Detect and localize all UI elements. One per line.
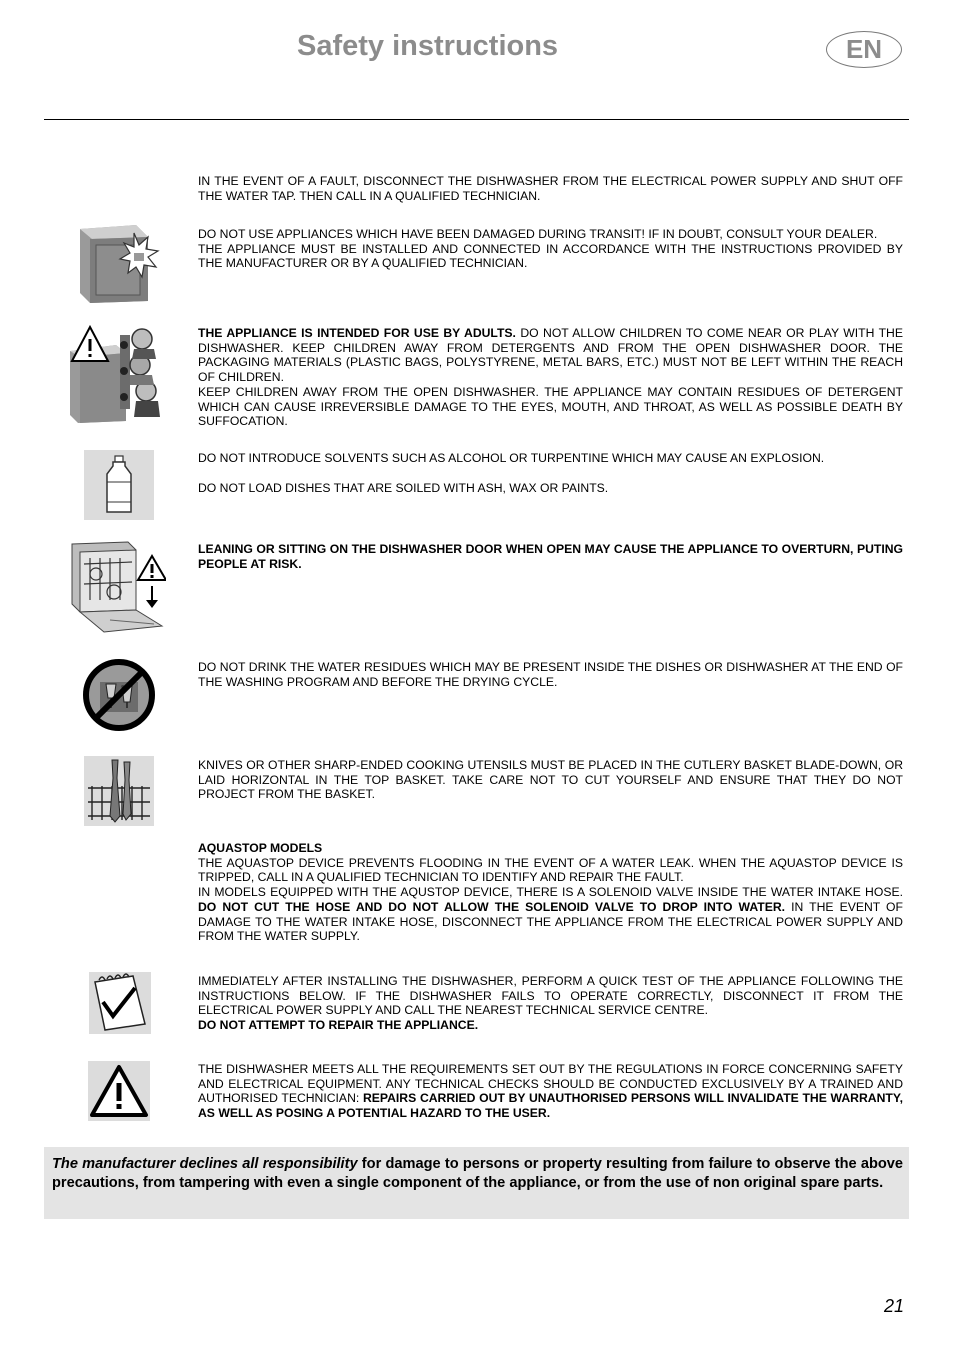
damaged-appliance-icon [76, 223, 162, 305]
knives-basket-icon [84, 756, 154, 826]
no-drinking-icon [82, 658, 156, 732]
soiled-dishes-instruction [198, 481, 903, 496]
aquastop-bold-text: DO NOT CUT THE HOSE AND DO NOT ALLOW THE SOLENOID VALVE TO DROP INTO WATER. [198, 899, 786, 914]
aquastop-text-1: THE AQUASTOP DEVICE PREVENTS FLOODING IN THE EVENT OF A WATER LEAK. WHEN THE AQUASTOP DEVICE IS TRIPPED, CALL IN A QUALIFIED TECHNICIAN TO IDENTIFY AND REPAIR THE FAULT. [198, 855, 903, 885]
transit-instruction [198, 227, 903, 271]
notice-text: for damage to persons or property resulting from failure to observe the above precautions, from tampering with even a single component of the appliance, or from the use of non original spare parts. [52, 1156, 904, 1191]
door-instruction [198, 542, 903, 571]
test-text: IMMEDIATELY AFTER INSTALLING THE DISHWASHER, PERFORM A QUICK TEST OF THE APPLIANCE FOLLOWING THE INSTRUCTIONS BELOW. IF THE DISHWASHER FAILS TO OPERATE CORRECTLY, DISCONNECT IT FROM THE ELECTRICAL POWER SUPPLY AND CALL THE NEAREST TECHNICAL SERVICE CENTRE. [198, 974, 903, 1018]
transit-text-2: THE APPLIANCE MUST BE INSTALLED AND CONNECTED IN ACCORDANCE WITH THE INSTRUCTIONS PROVIDED BY THE MANUFACTURER OR BY A QUALIFIED TECHNICIAN. [198, 241, 903, 271]
open-door-warning-icon [70, 540, 166, 636]
knives-text: KNIVES OR OTHER SHARP-ENDED COOKING UTENSILS MUST BE PLACED IN THE CUTLERY BASKET BLADE-DOWN, OR LAID HORIZONTAL IN THE TOP BASKET. TAKE CARE NOT TO CUT YOURSELF AND ENSURE THAT THEY DO NOT PROJECT FROM THE BASKET. [198, 758, 903, 802]
fault-text: IN THE EVENT OF A FAULT, DISCONNECT THE DISHWASHER FROM THE ELECTRICAL POWER SUPPLY AND SHUT OFF THE WATER TAP. THEN CALL IN A QUALIFIED TECHNICIAN. [198, 174, 903, 203]
test-instruction [198, 974, 903, 1033]
water-instruction [198, 660, 903, 689]
checklist-icon [89, 972, 151, 1034]
test-bold-text: DO NOT ATTEMPT TO REPAIR THE APPLIANCE. [198, 1018, 479, 1033]
fault-instruction [198, 174, 903, 203]
solvent-bottle-icon [84, 450, 154, 520]
children-text: DO NOT ALLOW CHILDREN TO COME NEAR OR PLAY WITH THE DISHWASHER. KEEP CHILDREN AWAY FROM DETERGENTS AND FROM THE OPEN DISHWASHER DOOR. THE PACKAGING MATERIALS (PLASTIC BAGS, POLYSTYRENE, METAL BARS, ETC.) MUST NOT BE LEFT WITHIN THE REACH OF CHILDREN. [198, 326, 903, 385]
solvents-instruction [198, 451, 903, 466]
door-bold-text: LEANING OR SITTING ON THE DISHWASHER DOOR WHEN OPEN MAY CAUSE THE APPLIANCE TO OVERTURN, PUTING PEOPLE AT RISK. [198, 542, 903, 571]
transit-text-1: DO NOT USE APPLIANCES WHICH HAVE BEEN DAMAGED DURING TRANSIT! IF IN DOUBT, CONSULT YOUR DEALER. [198, 227, 878, 241]
regulations-instruction [198, 1062, 903, 1121]
aquastop-instruction [198, 841, 903, 944]
regulations-text: THE DISHWASHER MEETS ALL THE REQUIREMENTS SET OUT BY THE REGULATIONS IN FORCE CONCERNING SAFETY AND ELECTRICAL EQUIPMENT. ANY TECHNICAL CHECKS SHOULD BE CONDUCTED EXCLUSIVELY BY A TRAINED AND AUTHORISED TECHNICIAN: [198, 1062, 903, 1106]
children-bold-text: THE APPLIANCE IS INTENDED FOR USE BY ADULTS. [198, 326, 516, 340]
header-divider [44, 119, 909, 120]
solvents-text-1: DO NOT INTRODUCE SOLVENTS SUCH AS ALCOHOL OR TURPENTINE WHICH MAY CAUSE AN EXPLOSION. [198, 451, 825, 465]
children-text-2: KEEP CHILDREN AWAY FROM THE OPEN DISHWASHER. THE APPLIANCE MAY CONTAIN RESIDUES OF DETERGENT WHICH CAN CAUSE IRREVERSIBLE DAMAGE TO THE EYES, MOUTH, AND THROAT, AS WELL AS POSSIBLE DEATH BY SUFFOCATION. [198, 384, 903, 429]
aquastop-text-3: IN THE EVENT OF DAMAGE TO THE WATER INTAKE HOSE, DISCONNECT THE APPLIANCE FROM THE ELECTRICAL POWER SUPPLY AND FROM THE WATER SUPPLY. [198, 899, 903, 944]
page-number: 21 [884, 1296, 905, 1316]
knives-instruction [198, 758, 903, 802]
aquastop-heading: AQUASTOP MODELS [198, 841, 323, 855]
water-text: DO NOT DRINK THE WATER RESIDUES WHICH MAY BE PRESENT INSIDE THE DISHES OR DISHWASHER AT THE END OF THE WASHING PROGRAM AND BEFORE THE DRYING CYCLE. [198, 660, 903, 689]
solvents-text-2: DO NOT LOAD DISHES THAT ARE SOILED WITH ASH, WAX OR PAINTS. [198, 481, 609, 495]
notice-italic-text: The manufacturer declines all responsibility [52, 1156, 358, 1172]
children-instruction [198, 326, 903, 429]
language-badge: EN [826, 31, 902, 68]
liability-notice [44, 1147, 909, 1219]
warning-triangle-icon [88, 1061, 150, 1121]
aquastop-text-2: IN MODELS EQUIPPED WITH THE AQUSTOP DEVICE, THERE IS A SOLENOID VALVE INSIDE THE WATER INTAKE HOSE. [198, 885, 903, 900]
children-warning-icon [68, 325, 172, 425]
regulations-bold-text: REPAIRS CARRIED OUT BY UNAUTHORISED PERSONS WILL INVALIDATE THE WARRANTY, AS WELL AS POSING A POTENTIAL HAZARD TO THE USER. [198, 1091, 903, 1121]
page-title: Safety instructions [297, 30, 559, 62]
